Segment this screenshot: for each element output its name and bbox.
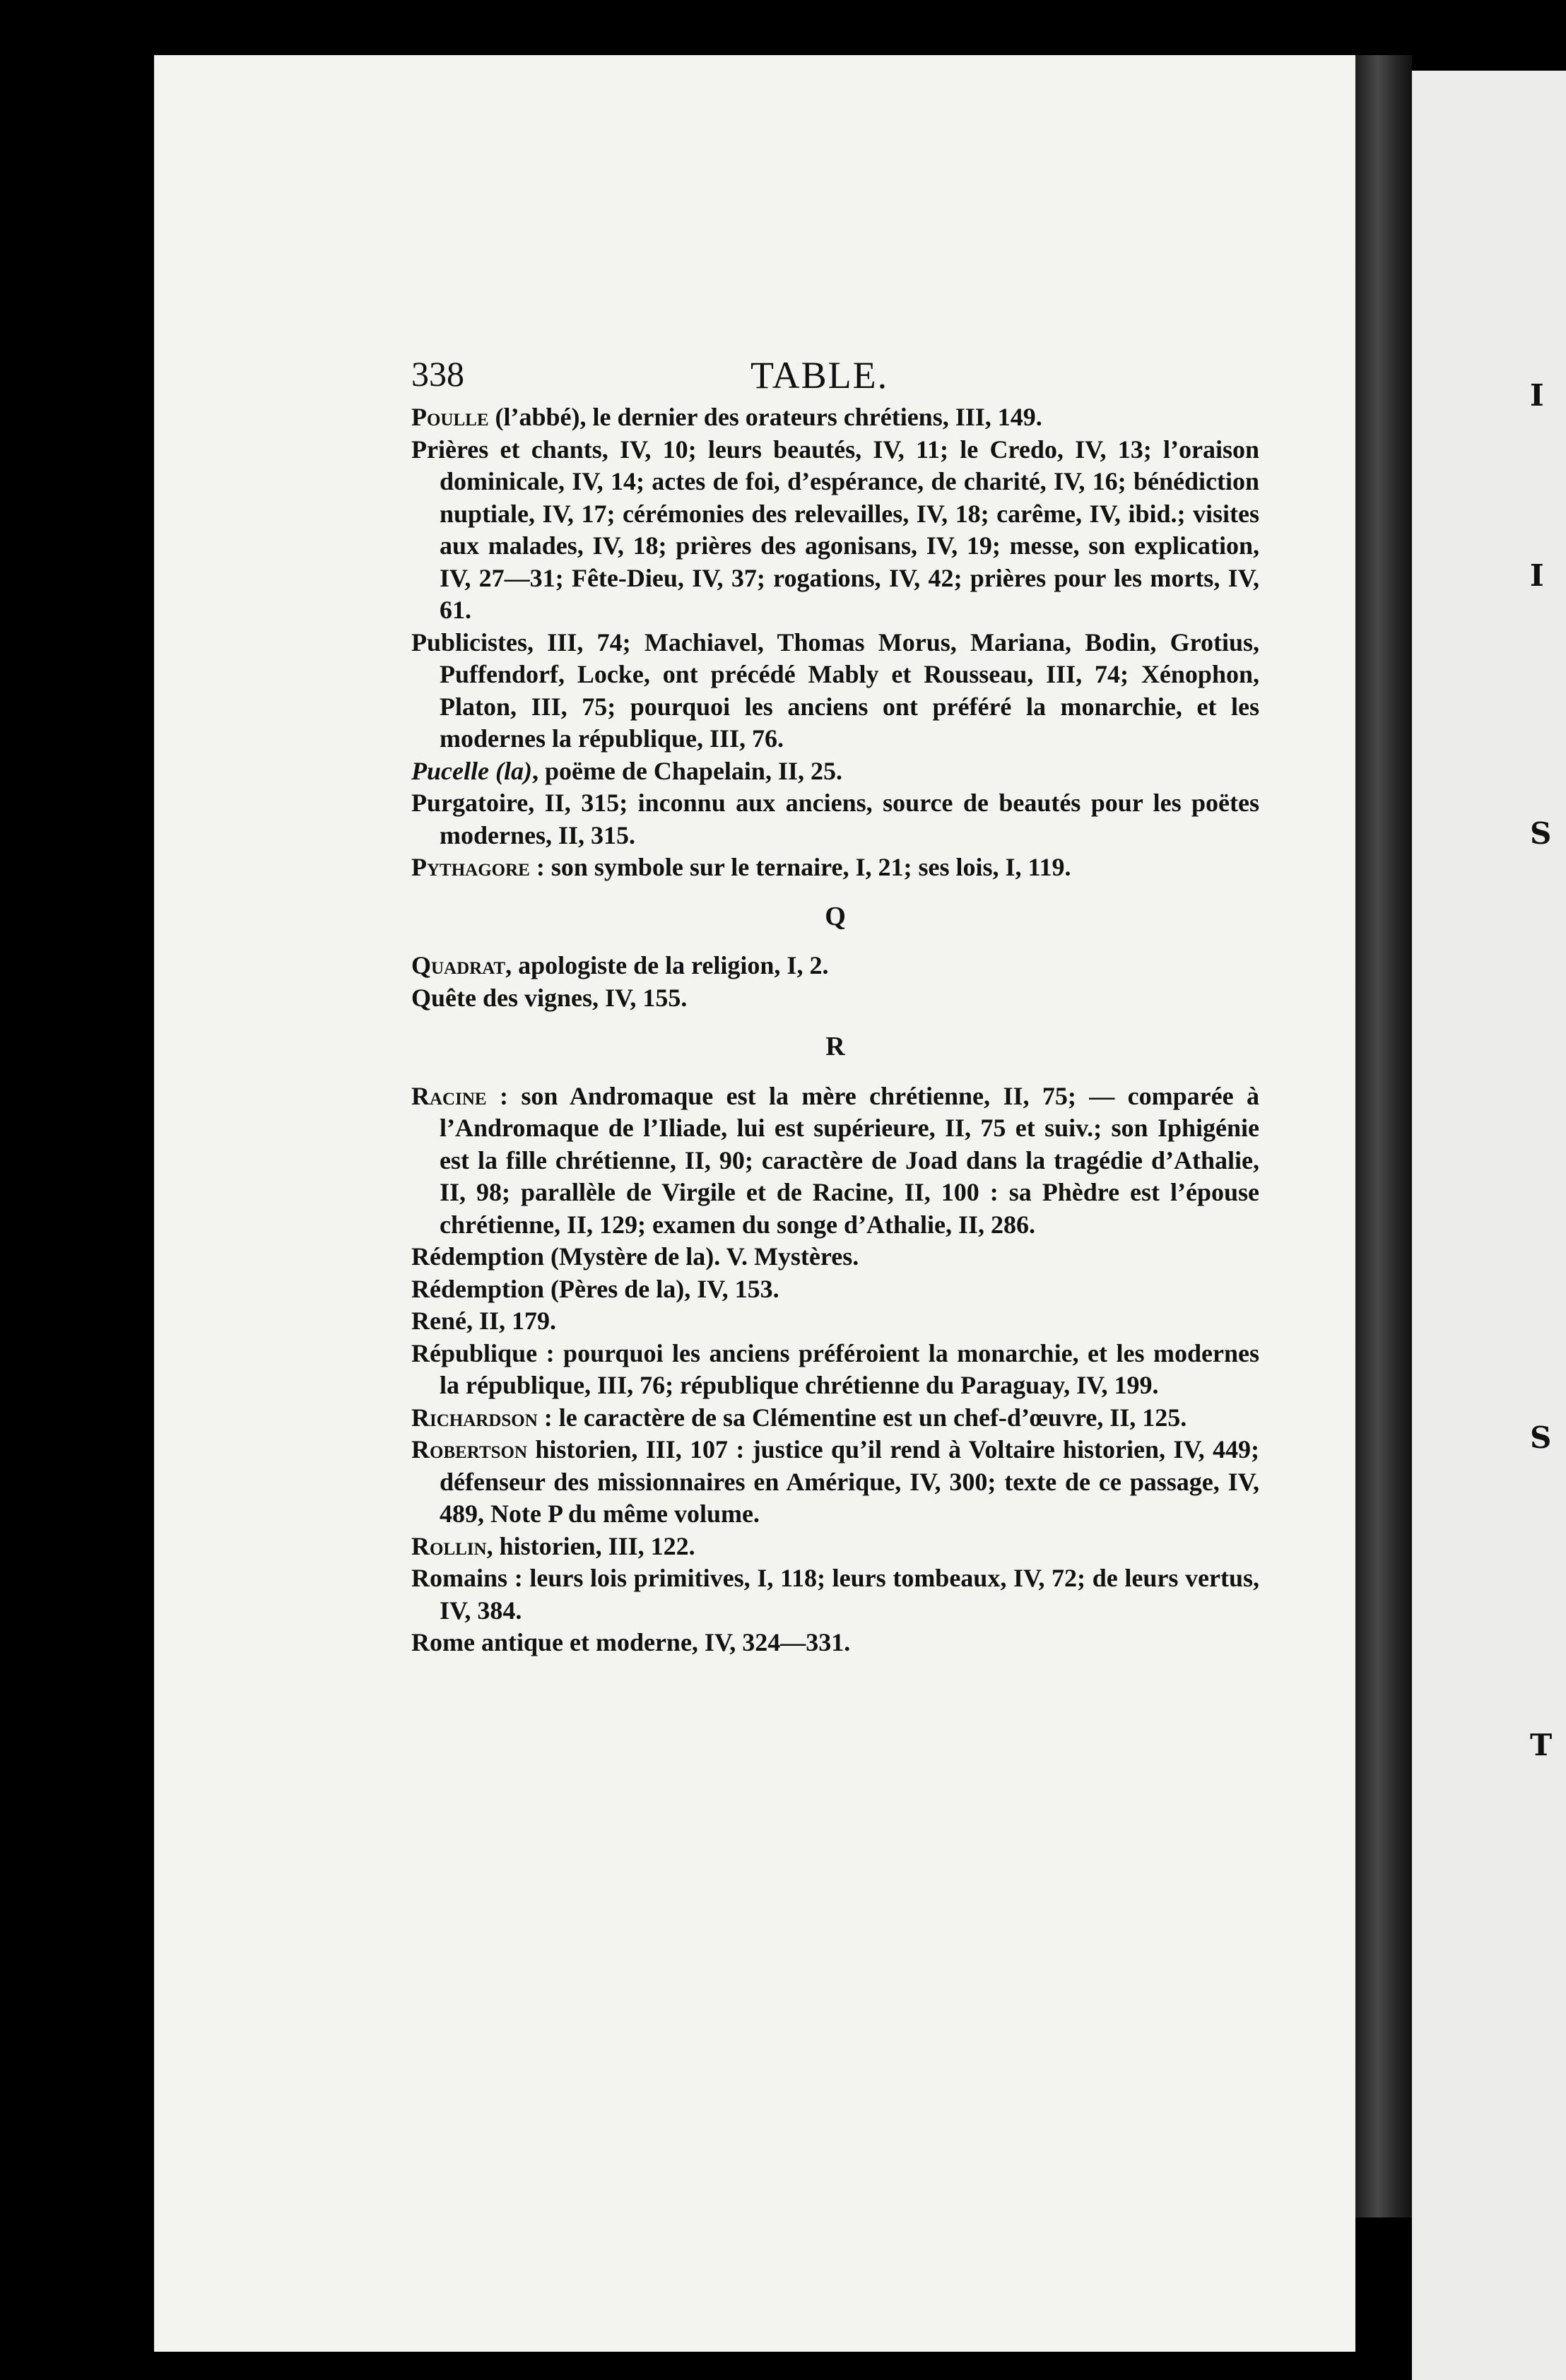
entry-text: : son Andromaque est la mère chrétienne, II, 75; — comparée à l’Andromaque de l’Iliade, lui est supérieure, II, 75 et suiv.; son Iphigénie est la fille chrétienne, II, 90; caractère de Joad dans la tragédie d’Athalie, II, 98; parallèle de Virgile et de Racine, II, 100 : sa Phèdre est l’épouse chrétienne, II, 129; examen du songe d’Athalie, II, 286. [440, 1081, 1259, 1239]
entry-text: Rédemption (Mystère de la). V. Mystères. [411, 1242, 859, 1271]
entry-text: Rome antique et moderne, IV, 324—331. [411, 1628, 851, 1656]
index-entry [411, 852, 1259, 884]
entry-headword: Robertson [411, 1435, 528, 1463]
index-entry [411, 1531, 1259, 1563]
index-entry [411, 787, 1259, 852]
facing-page-letter: S [1530, 816, 1552, 851]
index-entry [411, 982, 1259, 1015]
entry-headword: Poulle [411, 403, 489, 431]
index-entry [411, 1562, 1259, 1627]
index-entry [411, 434, 1259, 627]
facing-page-edge [1412, 71, 1566, 2380]
entry-headword: Racine [411, 1081, 487, 1110]
index-entry [411, 1627, 1259, 1659]
entry-text: Prières et chants, IV, 10; leurs beautés, IV, 11; le Credo, IV, 13; l’oraison dominicale, IV, 14; actes de foi, d’espérance, de charité, IV, 16; bénédiction nuptiale, IV, 17; cérémonies des relevailles, IV, 18; carême, IV, ibid.; visites aux malades, IV, 18; prières des agonisans, IV, 19; messe, son explication, IV, 27—31; Fête-Dieu, IV, 37; rogations, IV, 42; prières pour les morts, IV, 61. [411, 435, 1259, 624]
index-entry [411, 401, 1259, 434]
section-letter: R [825, 1032, 845, 1061]
entry-text: historien, III, 107 : justice qu’il rend à Voltaire historien, IV, 449; défenseur des missionnaires en Amérique, IV, 300; texte de ce passage, IV, 489, Note P du même volume. [440, 1435, 1259, 1528]
page-title: TABLE. [750, 354, 889, 396]
facing-page-letter: I [1530, 558, 1544, 593]
index-entry [411, 1273, 1259, 1306]
entry-text: , apologiste de la religion, I, 2. [505, 951, 829, 979]
entry-text: : le caractère de sa Clémentine est un chef-d’œuvre, II, 125. [537, 1403, 1187, 1432]
entry-text: Rédemption (Pères de la), IV, 153. [411, 1274, 779, 1303]
index-entry [411, 1434, 1259, 1531]
index-entry [411, 755, 1259, 788]
entry-headword: Quadrat [411, 951, 506, 979]
facing-page-letter: I [1530, 378, 1544, 413]
index-table [411, 401, 1259, 1659]
entry-headword: Pucelle (la) [411, 756, 532, 785]
index-entry [411, 1080, 1259, 1242]
book-gutter [1355, 55, 1412, 2217]
index-entry [411, 1241, 1259, 1273]
page-number: 338 [411, 354, 464, 394]
entry-text: Romains : leurs lois primitives, I, 118; leurs tombeaux, IV, 72; de leurs vertus, IV, 384. [411, 1564, 1259, 1625]
index-entry [411, 1338, 1259, 1402]
entry-text: Quête des vignes, IV, 155. [411, 983, 688, 1012]
entry-text: Publicistes, III, 74; Machiavel, Thomas Morus, Mariana, Bodin, Grotius, Puffendorf, Locke, ont précédé Mably et Rousseau, III, 74; Xénophon, Platon, III, 75; pourquoi les anciens ont préféré la monarchie, et les modernes la république, III, 76. [411, 628, 1259, 753]
running-header [411, 353, 1259, 396]
index-entry [411, 950, 1259, 982]
entry-headword: Rollin [411, 1531, 487, 1560]
index-entry [411, 627, 1259, 755]
index-entry [411, 1305, 1259, 1338]
entry-text: René, II, 179. [411, 1307, 556, 1335]
entry-headword: Pythagore [411, 853, 530, 881]
facing-page-letter: S [1530, 1420, 1552, 1455]
index-entry [411, 1402, 1259, 1435]
entry-text: République : pourquoi les anciens préféroient la monarchie, et les modernes la république, III, 76; république chrétienne du Paraguay, IV, 199. [411, 1338, 1259, 1399]
entry-text: (l’abbé), le dernier des orateurs chrétiens, III, 149. [488, 403, 1042, 431]
entry-text: : son symbole sur le ternaire, I, 21; ses lois, I, 119. [529, 853, 1071, 881]
facing-page-letter: T [1530, 1728, 1553, 1762]
entry-text: , historien, III, 122. [486, 1531, 695, 1560]
entry-headword: Richardson [411, 1403, 538, 1432]
section-letter: Q [825, 901, 846, 931]
entry-text: , poëme de Chapelain, II, 25. [531, 756, 842, 785]
entry-text: Purgatoire, II, 315; inconnu aux anciens, source de beautés pour les poëtes modernes, II, 315. [411, 789, 1259, 849]
